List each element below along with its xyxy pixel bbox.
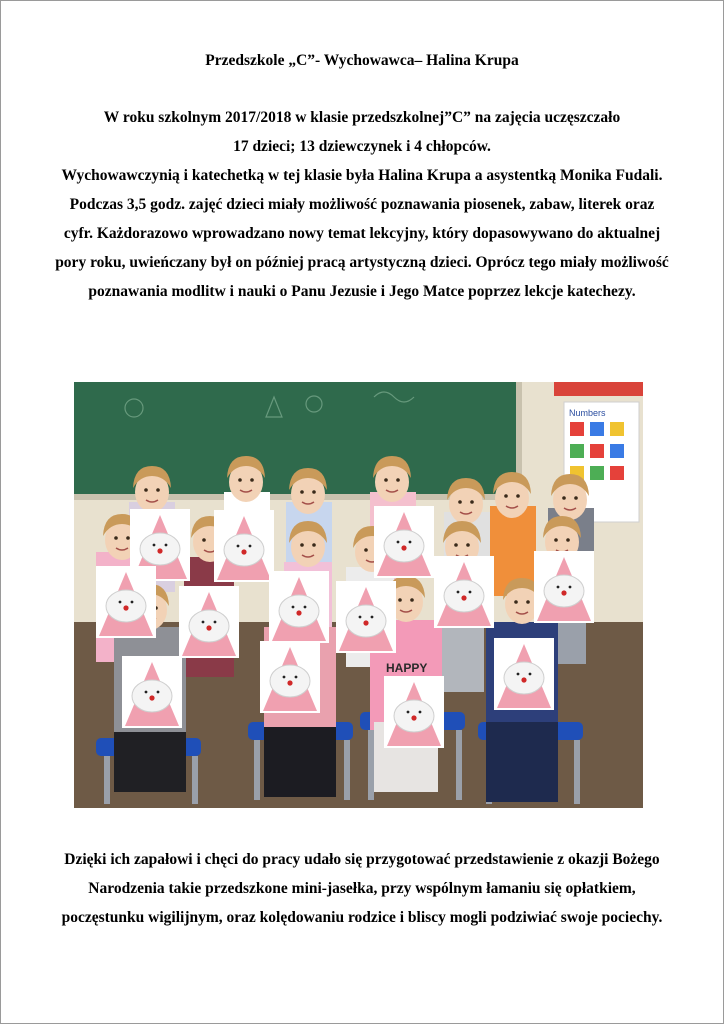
intro-line: poznawania modlitw i nauki o Panu Jezusie i Jego Matce poprzez lekcje katechezy. bbox=[88, 283, 636, 300]
class-photo bbox=[74, 382, 643, 808]
train-border bbox=[554, 382, 643, 396]
intro-line: W roku szkolnym 2017/2018 w klasie przedszkolnej”C” na zajęcia uczęszczało bbox=[103, 109, 621, 126]
closing-line: Narodzenia takie przedszkone mini-jasełka, przy wspólnym łamaniu się opłatkiem, bbox=[88, 880, 636, 897]
intro-paragraph bbox=[14, 103, 710, 306]
intro-line: cyfr. Każdorazowo wprowadzano nowy temat lekcyjny, który dopasowywano do aktualnej bbox=[63, 225, 661, 242]
intro-line: Podczas 3,5 godz. zajęć dzieci miały możliwość poznawania piosenek, zabaw, literek oraz bbox=[69, 196, 655, 213]
intro-line: pory roku, uwieńczany był on później pracą artystyczną dzieci. Oprócz tego miały możliwość bbox=[55, 254, 669, 271]
closing-line: Dzięki ich zapałowi i chęci do pracy udało się przygotować przedstawienie z okazji Bożego bbox=[64, 851, 660, 868]
page-title: Przedszkole „C”- Wychowawca– Halina Krupa bbox=[205, 52, 519, 69]
intro-line: 17 dzieci; 13 dziewczynek i 4 chłopców. bbox=[233, 138, 491, 155]
shirt-text: HAPPY bbox=[386, 661, 428, 675]
poster-label: Numbers bbox=[569, 408, 606, 418]
closing-line: poczęstunku wigilijnym, oraz kolędowaniu rodzice i bliscy mogli podziwiać swoje pociechy. bbox=[61, 909, 663, 926]
closing-paragraph bbox=[14, 845, 710, 932]
intro-line: Wychowawczynią i katechetką w tej klasie była Halina Krupa a asystentką Monika Fudali. bbox=[61, 167, 663, 184]
poster-numbers-grid bbox=[570, 422, 624, 480]
